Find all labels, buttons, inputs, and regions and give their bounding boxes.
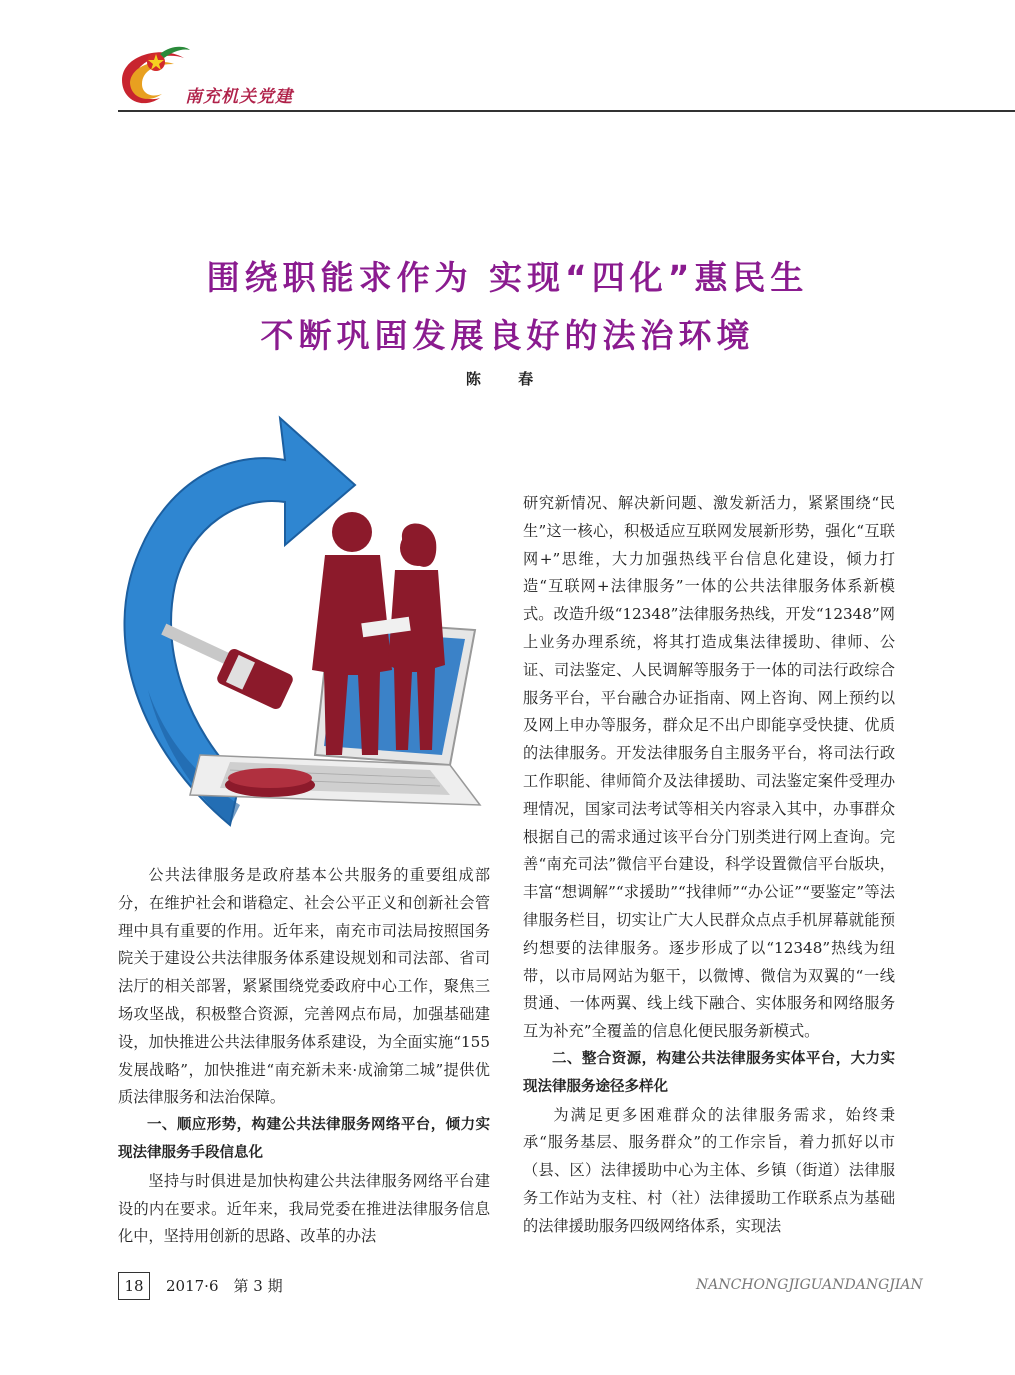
article-title-line1: 围绕职能求作为 实现“四化”惠民生 xyxy=(206,258,809,297)
legal-service-illustration xyxy=(80,410,500,840)
paragraph: 公共法律服务是政府基本公共服务的重要组成部分，在维护社会和谐稳定、社会公平正义和创新社会管理中具有重要的作用。近年来，南充市司法局按照国务院关于建设公共法律服务体系建设规划和司法部、省司法厅的相关部署，紧紧围绕党委政府中心工作，聚焦三场攻坚战，积极整合资源，完善网点布局，加强基础建设，加快推进公共法律服务体系建设，为全面实施“155发展战略”，加快推进“南充新未来·成渝第二城”提供优质法律服务和法治保障。 xyxy=(118,866,490,1107)
article-title-line2: 不断巩固发展良好的法治环境 xyxy=(260,316,755,355)
paragraph: 研究新情况、解决新问题、激发新活力，紧紧围绕“民生”这一核心，积极适应互联网发展新形势，强化“互联网+”思维，大力加强热线平台信息化建设，倾力打造“互联网+法律服务”一体的公共法律服务体系新模式。改造升级“12348”法律服务热线，开发“12348”网上业务办理系统，将其打造成集法律援助、律师、公证、司法鉴定、人民调解等服务于一体的司法行政综合服务平台，平台融合办证指南、网上咨询、网上预约以及网上申办等服务，群众足不出户即能享受快捷、优质的法律服务。开发法律服务自主服务平台，将司法行政工作职能、律师简介及法律援助、司法鉴定案件受理办理情况，国家司法考试等相关内容录入其中，办事群众根据自己的需求通过该平台分门别类进行网上查询。完善“南充司法”微信平台建设，科学设置微信平台版块，丰富“想调解”“求援助”“找律师”“办公证”“要鉴定”等法律服务栏目，切实让广大人民群众点点手机屏幕就能预约想要的法律服务。逐步形成了以“12348”热线为纽带，以市局网站为躯干，以微博、微信为双翼的“一线贯通、一体两翼、线上线下融合、实体服务和网络服务互为补充”全覆盖的信息化便民服务新模式。 xyxy=(523,494,895,1041)
article-author: 陈 春 xyxy=(465,370,550,388)
page-footer xyxy=(118,1272,923,1302)
paragraph: 为满足更多困难群众的法律服务需求，始终秉承“服务基层、服务群众”的工作宗旨，着力抓好以市（县、区）法律援助中心为主体、乡镇（街道）法律服务工作站为支柱、村（社）法律援助工作联系点为基础的法律援助服务四级网络体系，实现法 xyxy=(523,1105,895,1235)
paragraph: 坚持与时俱进是加快构建公共法律服务网络平台建设的内在要求。近年来，我局党委在推进法律服务信息化中，坚持用创新的思路、改革的办法 xyxy=(118,1171,490,1246)
right-column xyxy=(523,490,895,1241)
left-column xyxy=(118,862,490,1251)
page-header xyxy=(0,0,1015,120)
magazine-logo-icon xyxy=(112,40,192,112)
magazine-pinyin: NANCHONGJIGUANDANGJIAN xyxy=(696,1277,923,1293)
section-heading-2: 二、整合资源，构建公共法律服务实体平台，大力实现法律服务途径多样化 xyxy=(523,1050,895,1095)
section-heading-1: 一、顺应形势，构建公共法律服务网络平台，倾力实现法律服务手段信息化 xyxy=(118,1117,490,1161)
issue-label: 2017·6 第 3 期 xyxy=(166,1277,283,1295)
header-rule xyxy=(118,110,1015,112)
magazine-name: 南充机关党建 xyxy=(185,87,293,107)
page-number: 18 xyxy=(118,1272,150,1300)
